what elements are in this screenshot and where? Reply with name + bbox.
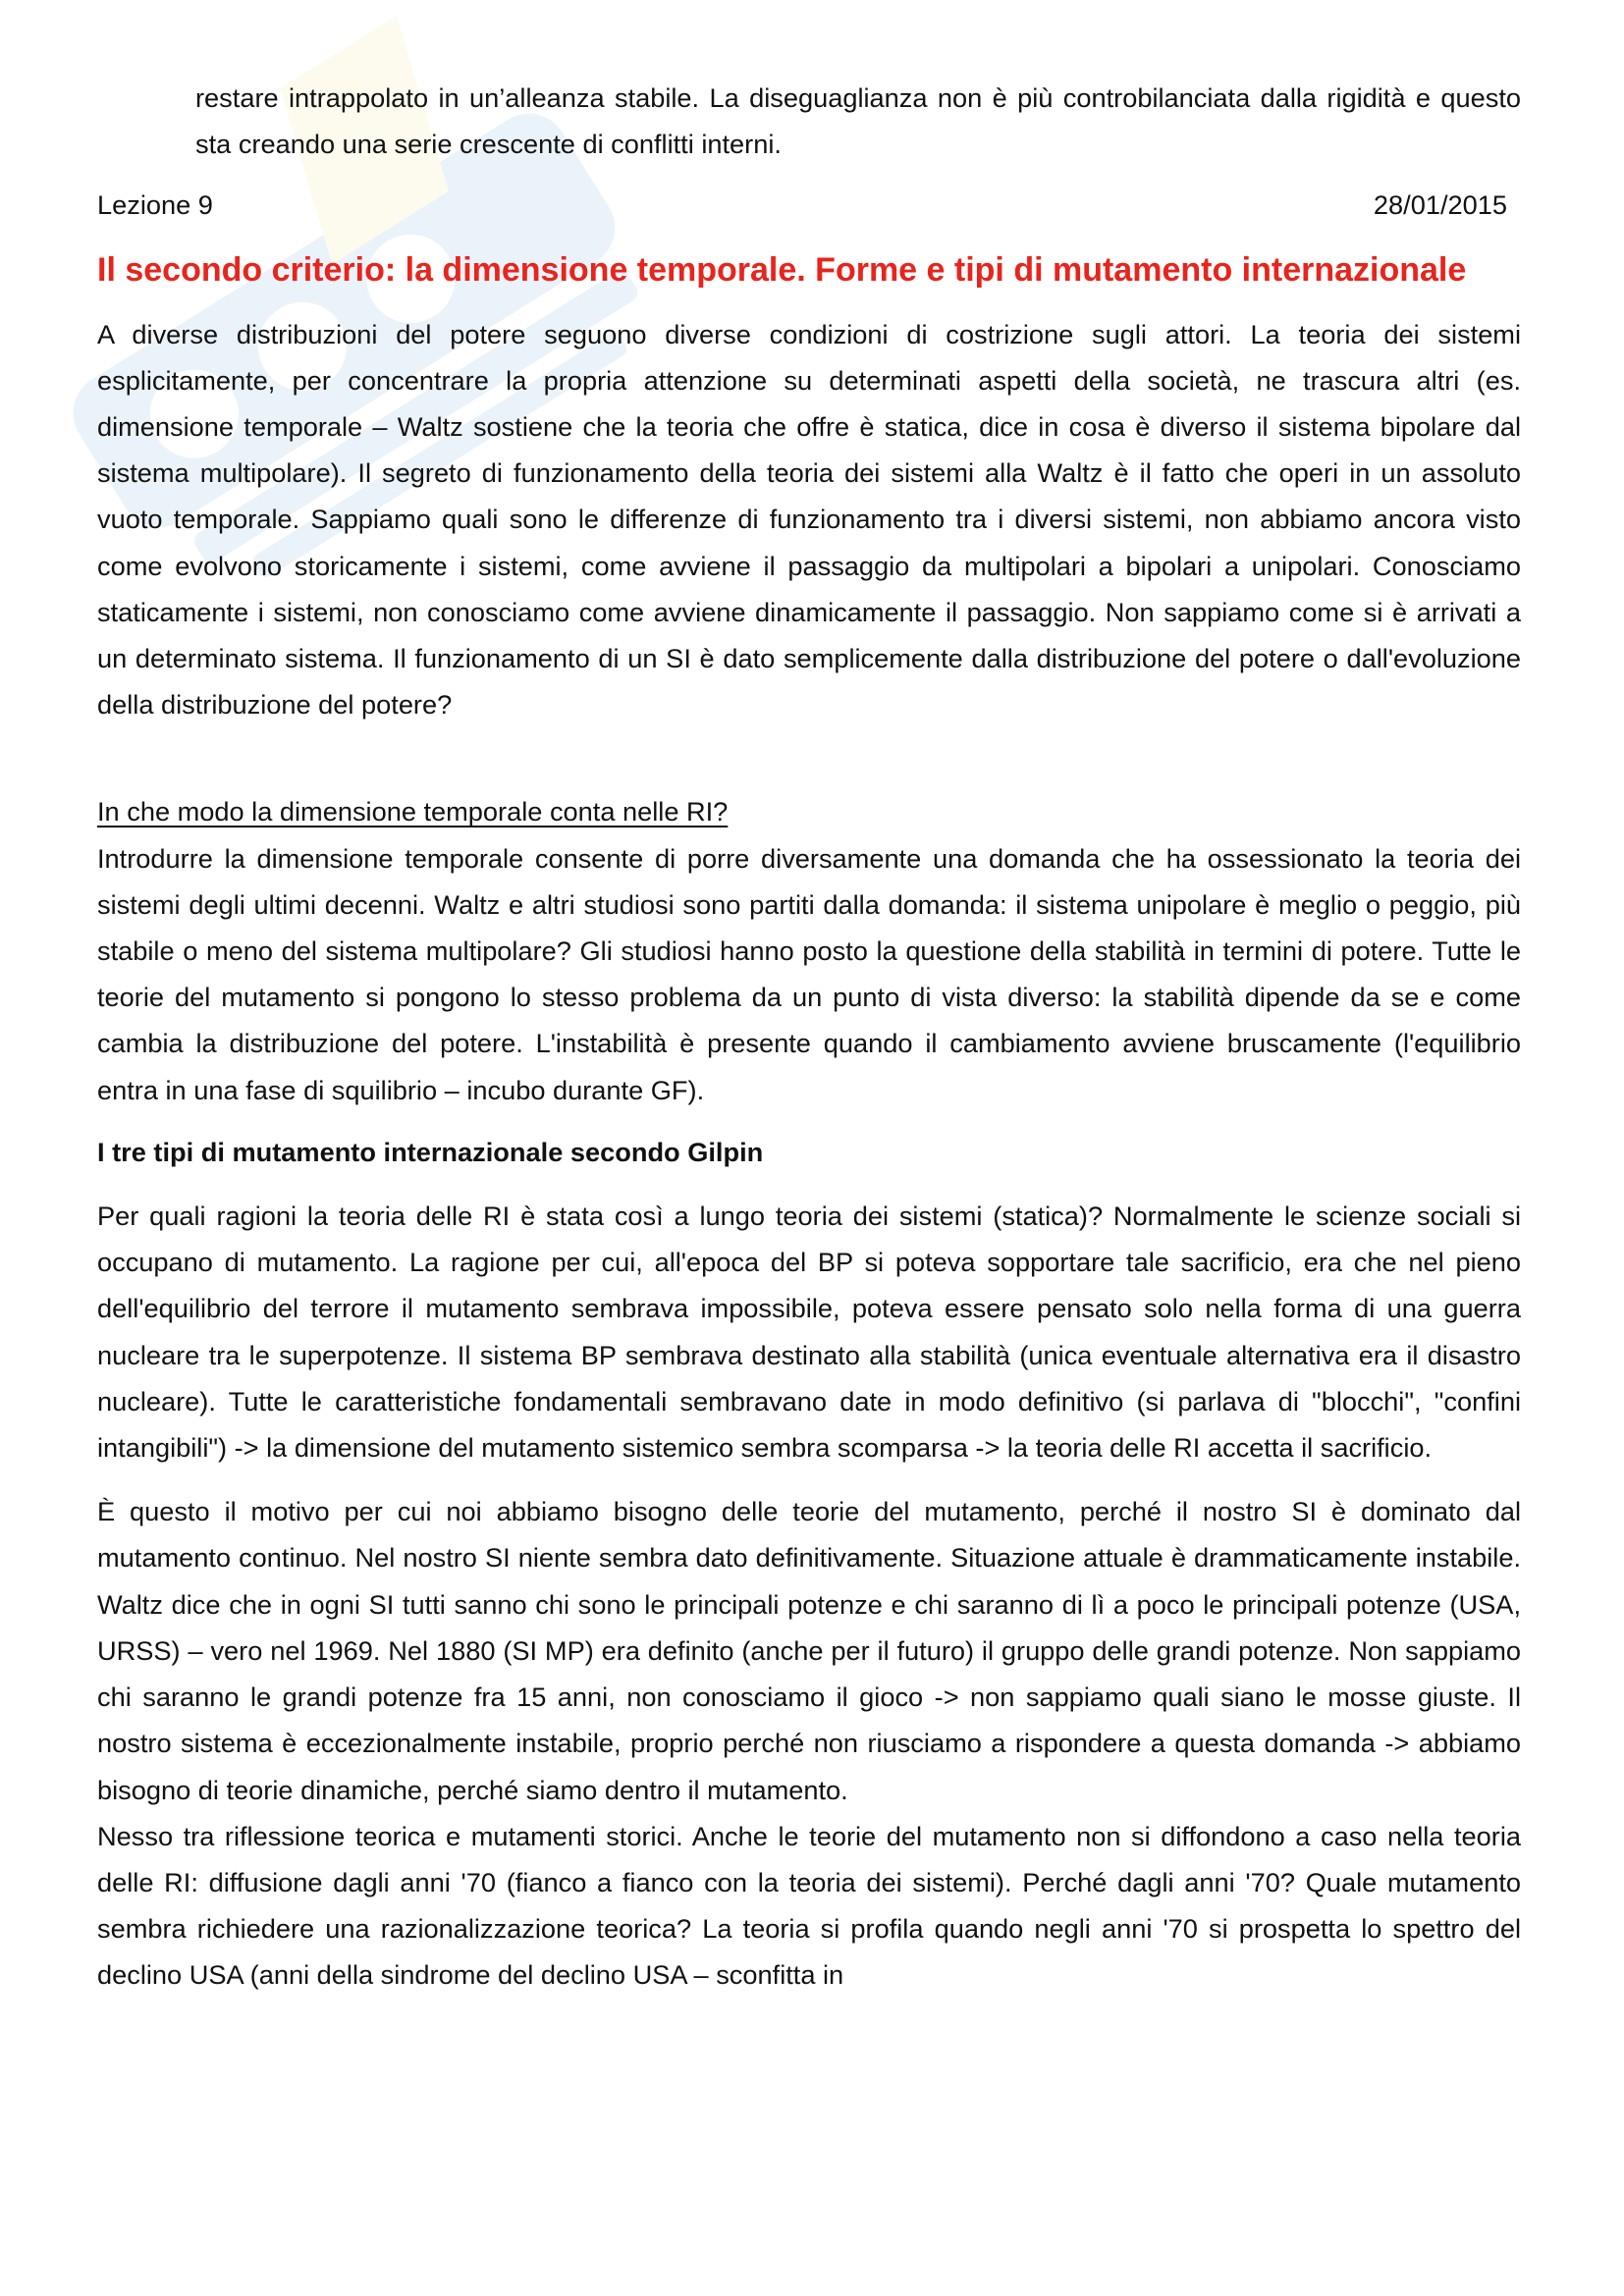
- paragraph-1: A diverse distribuzioni del potere seguono diverse condizioni di costrizione sugli attori. La teoria dei sistemi esplicitamente, per concentrare la propria attenzione su determinati aspetti della società, ne trascura altri (es. dimensione temporale – Waltz sostiene che la teoria che offre è statica, dice in cosa è diverso il sistema bipolare dal sistema multipolare). Il segreto di funzionamento della teoria dei sistemi alla Waltz è il fatto che operi in un assoluto vuoto temporale. Sappiamo quali sono le differenze di funzionamento tra i diversi sistemi, non abbiamo ancora visto come evolvono storicamente i sistemi, come avviene il passaggio da multipolari a bipolari a unipolari. Conosciamo staticamente i sistemi, non conosciamo come avviene dinamicamente il passaggio. Non sappiamo come si è arrivati a un determinato sistema. Il funzionamento di un SI è dato semplicemente dalla distribuzione del potere o dall'evoluzione della distribuzione del potere?: [97, 318, 1521, 721]
- paragraph-3: Per quali ragioni la teoria delle RI è stata così a lungo teoria dei sistemi (statica)? Normalmente le scienze sociali si occupano di mutamento. La ragione per cui, all'epoca del BP si poteva sopportare tale sacrificio, era che nel pieno dell'equilibrio del terrore il mutamento sembrava impossibile, poteva essere pensato solo nella forma di una guerra nucleare tra le superpotenze. Il sistema BP sembrava destinato alla stabilità (unica eventuale alternativa era il disastro nucleare). Tutte le caratteristiche fondamentali sembravano date in modo definitivo (si parlava di "blocchi", "confini intangibili") -> la dimensione del mutamento sistemico sembra scomparsa -> la teoria delle RI accetta il sacrificio.: [97, 1201, 1521, 1464]
- lesson-header: [97, 182, 1521, 228]
- paragraph-2: Introdurre la dimensione temporale consente di porre diversamente una domanda che ha ossessionato la teoria dei sistemi degli ultimi decenni. Waltz e altri studiosi sono partiti dalla domanda: il sistema unipolare è meglio o peggio, più stabile o meno del sistema multipolare? Gli studiosi hanno posto la questione della stabilità in termini di potere. Tutte le teorie del mutamento si pongono lo stesso problema da un punto di vista diverso: la stabilità dipende da se e come cambia la distribuzione del potere. L'instabilità è presente quando il cambiamento avviene bruscamente (l'equilibrio entra in una fase di squilibrio – incubo durante GF).: [97, 842, 1521, 1105]
- section-title: Il secondo criterio: la dimensione temporale. Forme e tipi di mutamento internazionale: [97, 250, 1467, 289]
- document-page: [97, 75, 1521, 1999]
- subheading-gilpin: I tre tipi di mutamento internazionale secondo Gilpin: [97, 1136, 764, 1167]
- subheading-temporal-dimension: In che modo la dimensione temporale conta nelle RI?: [97, 796, 729, 828]
- lesson-date: 28/01/2015: [1373, 189, 1507, 221]
- intro-paragraph: restare intrappolato in un’alleanza stabile. La diseguaglianza non è più controbilanciata dalla rigidità e questo sta creando una serie crescente di conflitti interni.: [195, 82, 1521, 160]
- paragraph-5: Nesso tra riflessione teorica e mutamenti storici. Anche le teorie del mutamento non si diffondono a caso nella teoria delle RI: diffusione dagli anni '70 (fianco a fianco con la teoria dei sistemi). Perché dagli anni '70? Quale mutamento sembra richiedere una razionalizzazione teorica? La teoria si profila quando negli anni '70 si prospetta lo spettro del declino USA (anni della sindrome del declino USA – sconfitta in: [97, 1820, 1521, 1991]
- lesson-label: Lezione 9: [97, 189, 213, 221]
- paragraph-4: È questo il motivo per cui noi abbiamo bisogno delle teorie del mutamento, perché il nostro SI è dominato dal mutamento continuo. Nel nostro SI niente sembra dato definitivamente. Situazione attuale è drammaticamente instabile. Waltz dice che in ogni SI tutti sanno chi sono le principali potenze e chi saranno di lì a poco le principali potenze (USA, URSS) – vero nel 1969. Nel 1880 (SI MP) era definito (anche per il futuro) il gruppo delle grandi potenze. Non sappiamo chi saranno le grandi potenze fra 15 anni, non conosciamo il gioco -> non sappiamo quali siano le mosse giuste. Il nostro sistema è eccezionalmente instabile, proprio perché non riusciamo a rispondere a questa domanda -> abbiamo bisogno di teorie dinamiche, perché siamo dentro il mutamento.: [97, 1496, 1521, 1805]
